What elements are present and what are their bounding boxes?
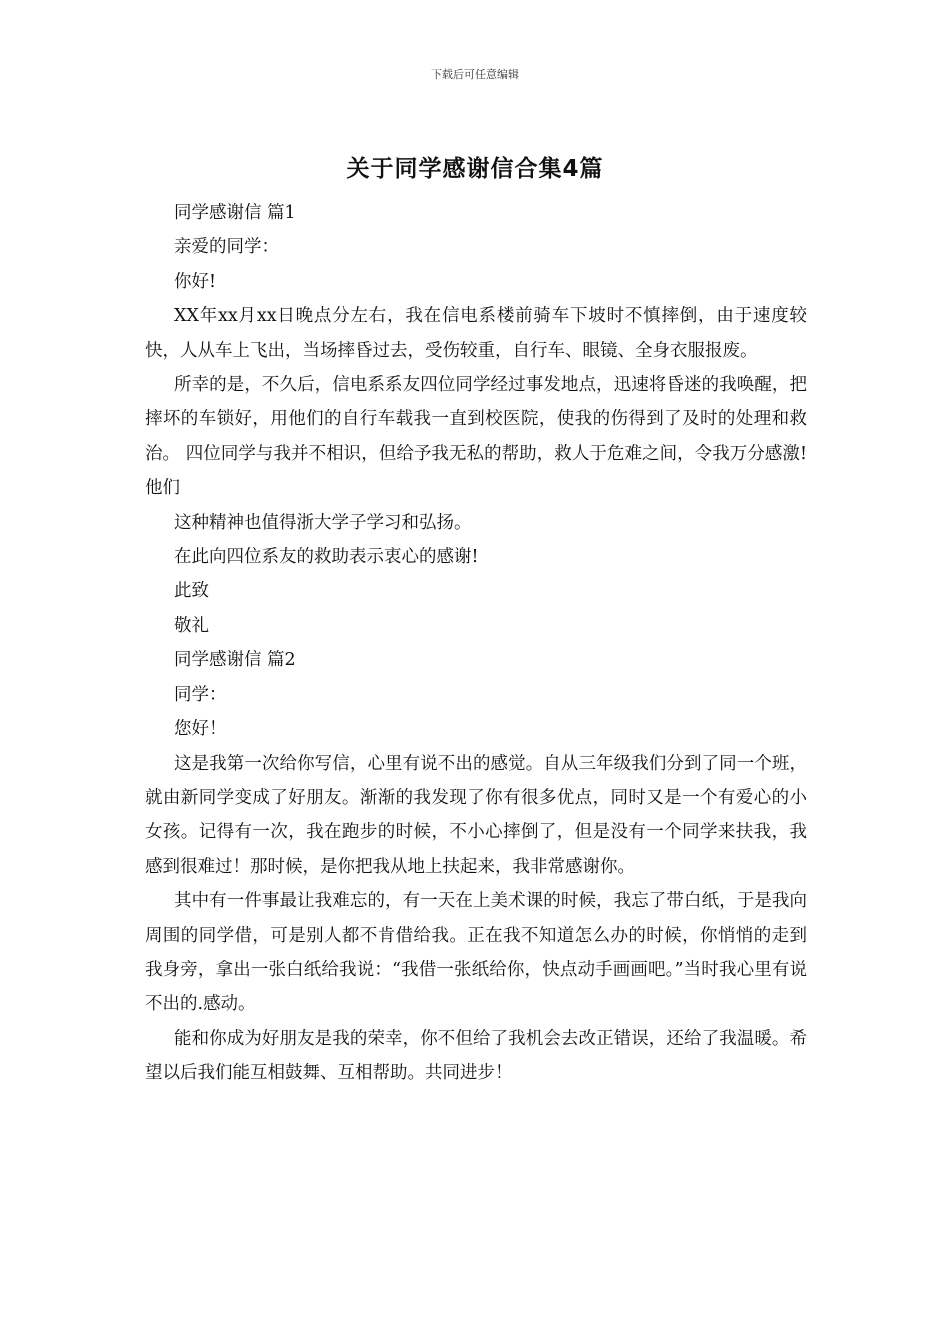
paragraph: 这种精神也值得浙大学子学习和弘扬。: [174, 512, 472, 533]
paragraph: 能和你成为好朋友是我的荣幸，你不但给了我机会去改正错误，还给了我温暖。希望以后我们能互相鼓舞、互相帮助。共同进步！: [145, 1028, 807, 1084]
page-header-note: 下载后可任意编辑: [431, 68, 519, 81]
paragraph: 同学感谢信 篇2: [174, 650, 296, 671]
paragraph: 在此向四位系友的救助表示衷心的感谢!: [174, 547, 479, 568]
paragraph: 这是我第一次给你写信，心里有说不出的感觉。自从三年级我们分到了同一个班，就由新同学变成了好朋友。渐渐的我发现了你有很多优点，同时又是一个有爱心的小女孩。记得有一次，我在跑步的时候，不小心摔倒了，但是没有一个同学来扶我，我感到很难过！那时候，是你把我从地上扶起来，我非常感谢你。: [145, 753, 807, 877]
paragraph: 同学感谢信 篇1: [174, 203, 296, 223]
document-title: 关于同学感谢信合集4篇: [346, 156, 604, 182]
paragraph: 亲爱的同学：: [174, 237, 279, 258]
paragraph: 所幸的是，不久后，信电系系友四位同学经过事发地点，迅速将昏迷的我唤醒，把摔坏的车锁好，用他们的自行车载我一直到校医院，使我的伤得到了及时的处理和救治。 四位同学与我并不相识，但给予我无私的帮助，救人于危难之间，令我万分感激!他们: [145, 375, 807, 499]
paragraph: 其中有一件事最让我难忘的，有一天在上美术课的时候，我忘了带白纸，于是我向周围的同学借，可是别人都不肯借给我。正在我不知道怎么办的时候，你悄悄的走到我身旁，拿出一张白纸给我说：“我借一张纸给你，快点动手画画吧。”当时我心里有说不出的.感动。: [145, 891, 807, 1015]
paragraph: 此致: [174, 581, 209, 602]
paragraph: XX年xx月xx日晚点分左右，我在信电系楼前骑车下坡时不慎摔倒，由于速度较快，人从车上飞出，当场摔昏过去，受伤较重，自行车、眼镜、全身衣服报废。: [145, 306, 807, 361]
paragraph: 你好!: [174, 271, 217, 292]
paragraph: 敬礼: [174, 615, 209, 636]
paragraph: 您好！: [174, 719, 227, 740]
paragraph: 同学：: [174, 684, 227, 705]
document-body: [145, 196, 807, 1091]
